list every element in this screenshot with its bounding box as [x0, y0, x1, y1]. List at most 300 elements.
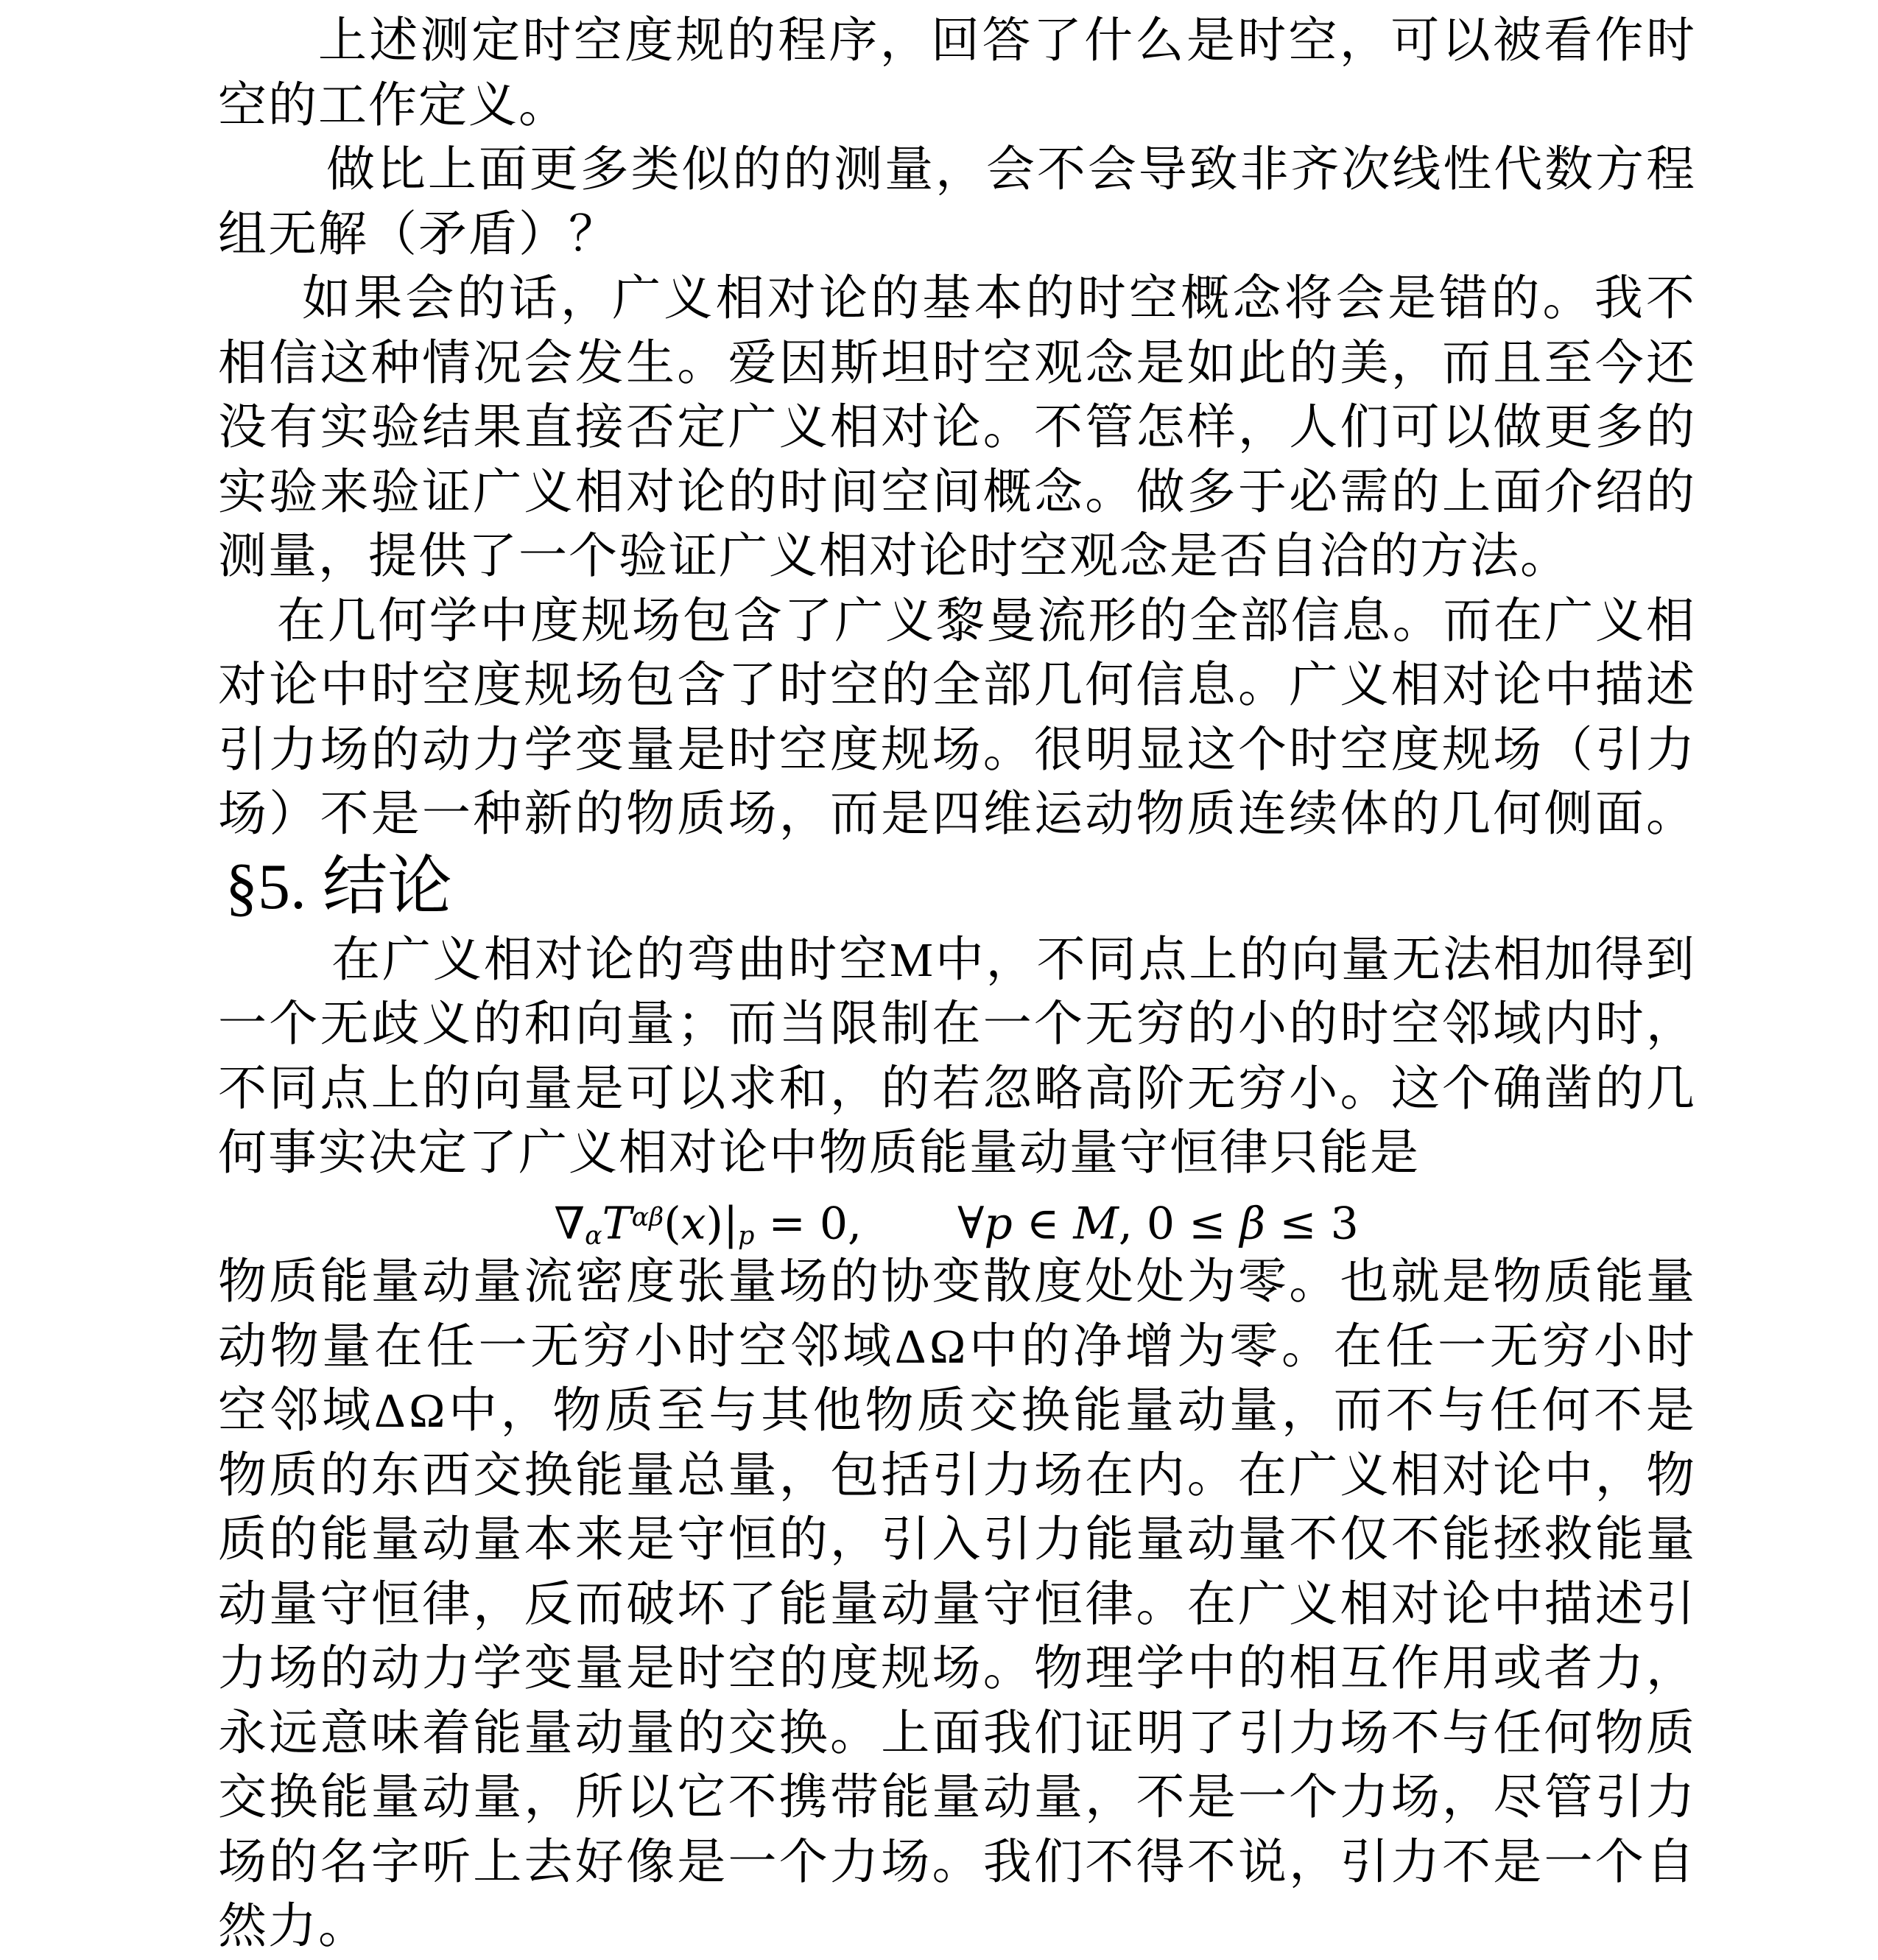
glyph: 广 [1544, 594, 1594, 648]
glyph: 连 [1238, 787, 1287, 841]
glyph: 的 [1289, 997, 1338, 1051]
glyph: 量 [524, 1706, 573, 1760]
glyph: 不 [1136, 1771, 1185, 1824]
glyph: 几 [1442, 787, 1491, 841]
glyph: 高 [1085, 1061, 1134, 1116]
glyph: 邻 [790, 1319, 840, 1374]
glyph: 。 [1085, 465, 1134, 519]
glyph: 场 [728, 787, 777, 841]
glyph: 场 [320, 723, 369, 777]
glyph: 时 [788, 932, 837, 987]
glyph: 。 [1340, 1061, 1389, 1116]
glyph: 。 [1186, 1448, 1236, 1503]
glyph: 能 [320, 1771, 369, 1824]
glyph: 。 [1238, 658, 1287, 712]
formula-part: αβ [631, 1202, 664, 1232]
glyph: 量 [626, 1706, 675, 1760]
glyph: 对 [218, 658, 267, 712]
glyph: 不 [1385, 1384, 1435, 1438]
glyph: 实 [218, 465, 267, 519]
glyph: 恒 [370, 1577, 420, 1631]
glyph: 交 [968, 1384, 1018, 1438]
glyph: 守 [982, 1577, 1032, 1631]
glyph: 况 [473, 336, 522, 390]
glyph: 穷 [1238, 1061, 1287, 1116]
text-line [218, 267, 1695, 331]
glyph: 四 [932, 787, 981, 841]
glyph: 场 [778, 1255, 828, 1309]
glyph: ， [524, 1771, 573, 1824]
glyph: 规 [675, 14, 725, 68]
glyph: 在 [1333, 1319, 1382, 1374]
glyph: 了 [728, 658, 777, 712]
glyph: 携 [778, 1771, 828, 1824]
glyph: 的 [1239, 932, 1289, 987]
glyph: 场 [1493, 723, 1542, 777]
glyph: 质 [1646, 1706, 1695, 1760]
glyph: 的 [1289, 336, 1338, 390]
glyph: 测 [420, 14, 469, 68]
glyph: 时 [1645, 1319, 1695, 1374]
glyph: 的 [1390, 465, 1440, 519]
glyph: 义 [664, 272, 713, 326]
glyph: 而 [1333, 1384, 1382, 1438]
glyph: 同 [1087, 932, 1136, 987]
glyph: 用 [1442, 1642, 1491, 1696]
text-line [218, 782, 1695, 847]
glyph: 密 [574, 1255, 624, 1309]
glyph: 这 [1186, 723, 1236, 777]
glyph: 显 [1136, 723, 1185, 777]
glyph: 必 [1289, 465, 1338, 519]
glyph: 来 [574, 1513, 624, 1567]
glyph: 面 [1594, 787, 1644, 841]
glyph: 如 [1186, 336, 1236, 390]
glyph: 不 [1036, 143, 1086, 197]
glyph: 以 [626, 1771, 675, 1824]
glyph: 个 [1594, 1835, 1644, 1889]
glyph: 什 [1084, 14, 1133, 68]
glyph: 场 [1034, 1448, 1083, 1503]
glyph: 名 [320, 1835, 369, 1889]
glyph: 广 [1238, 1577, 1287, 1631]
glyph: 守 [677, 1513, 726, 1567]
formula-part: x [680, 1197, 706, 1249]
glyph: 力 [982, 1448, 1032, 1503]
glyph: 是 [881, 787, 930, 841]
glyph: 物 [1136, 787, 1185, 841]
glyph: 量 [932, 1577, 981, 1631]
glyph: 绍 [1594, 465, 1644, 519]
glyph: 何 [1541, 1384, 1591, 1438]
glyph: 不 [218, 1061, 267, 1116]
glyph: 全 [932, 658, 981, 712]
glyph: 。 [982, 401, 1032, 454]
glyph: 多 [580, 143, 629, 197]
glyph: 作 [1594, 14, 1644, 68]
glyph: 得 [1594, 932, 1644, 987]
text-line: 空的工作定义。 [218, 78, 569, 133]
glyph: 答 [982, 14, 1031, 68]
glyph: 引 [881, 1513, 930, 1567]
glyph: 空 [422, 658, 471, 712]
text-line [218, 1315, 1695, 1380]
glyph: 加 [1544, 932, 1593, 987]
document-body [218, 9, 1695, 1959]
glyph: 本 [974, 272, 1023, 326]
glyph: 穷 [1541, 1319, 1591, 1374]
glyph: 述 [1594, 1577, 1644, 1631]
glyph: 次 [1341, 143, 1390, 197]
glyph: 度 [625, 14, 674, 68]
glyph: 能 [1442, 1513, 1491, 1567]
glyph: 和 [778, 1061, 828, 1116]
glyph: 字 [370, 1835, 420, 1889]
glyph: 不 [320, 787, 369, 841]
glyph: 引 [1594, 723, 1644, 777]
glyph: 义 [422, 997, 471, 1051]
glyph: 一 [1544, 1835, 1593, 1889]
glyph: 上 [881, 1706, 930, 1760]
glyph: 黎 [935, 594, 985, 648]
glyph: 了 [1186, 1706, 1236, 1760]
glyph: 息 [1341, 594, 1390, 648]
glyph: 的 [677, 1706, 726, 1760]
glyph: 物 [626, 787, 675, 841]
glyph: 法 [1442, 932, 1491, 987]
glyph: 能 [320, 1513, 369, 1567]
glyph: 相 [715, 272, 764, 326]
glyph: 证 [422, 465, 471, 519]
glyph: 么 [1135, 14, 1184, 68]
glyph: 而 [574, 1577, 624, 1631]
glyph: 至 [1544, 336, 1593, 390]
glyph: 以 [1442, 401, 1491, 454]
glyph: 量 [1136, 1513, 1185, 1567]
glyph: 种 [473, 787, 522, 841]
text-line [218, 460, 1695, 525]
glyph: 域 [322, 1384, 371, 1438]
formula-part: T [602, 1197, 632, 1249]
glyph: 空 [830, 658, 879, 712]
glyph: 概 [1181, 272, 1230, 326]
glyph: 任 [1493, 1706, 1542, 1760]
text-line [218, 1830, 1695, 1895]
glyph: 中 [479, 594, 529, 648]
glyph: 或 [1493, 1642, 1542, 1696]
glyph: 数 [1544, 143, 1594, 197]
conservation-equation [218, 1186, 1695, 1251]
glyph: 为 [1177, 1319, 1226, 1374]
glyph: 义 [778, 401, 828, 454]
glyph: 信 [269, 336, 318, 390]
glyph: 生 [626, 336, 675, 390]
glyph: 的 [422, 1061, 471, 1116]
glyph: 场 [932, 723, 981, 777]
glyph: 上 [318, 14, 367, 68]
glyph: 在 [1085, 1448, 1134, 1503]
glyph: 变 [574, 723, 624, 777]
glyph: 信 [1136, 658, 1185, 712]
glyph: 个 [269, 997, 318, 1051]
glyph: 量 [473, 1513, 522, 1567]
glyph: 序 [829, 14, 878, 68]
glyph: 量 [626, 1448, 675, 1503]
glyph: 量 [370, 1513, 420, 1567]
glyph: 量 [1238, 1513, 1287, 1567]
glyph: 物 [552, 1384, 602, 1438]
glyph: ； [677, 997, 726, 1051]
glyph: 换 [778, 1706, 828, 1760]
text-line [218, 928, 1695, 993]
glyph: 广 [473, 465, 522, 519]
text-line [218, 718, 1695, 783]
glyph: 他 [812, 1384, 862, 1438]
glyph: 能 [473, 1706, 522, 1760]
glyph: 论 [585, 932, 634, 987]
glyph: 破 [626, 1577, 675, 1631]
glyph: 总 [677, 1448, 726, 1503]
glyph: 的 [320, 1642, 369, 1696]
glyph: 义 [1594, 594, 1644, 648]
glyph: 。 [677, 336, 726, 390]
glyph: 的 [881, 658, 930, 712]
glyph: 今 [1594, 336, 1644, 390]
glyph: 是 [1387, 272, 1436, 326]
glyph: 相 [1340, 1577, 1389, 1631]
glyph: 。 [1542, 272, 1592, 326]
glyph: 的 [778, 1513, 828, 1567]
glyph: 的 [1646, 401, 1695, 454]
glyph: 域 [843, 1319, 892, 1374]
glyph: 息 [1186, 658, 1236, 712]
glyph: 类 [630, 143, 680, 197]
glyph: Δ [894, 1319, 926, 1374]
glyph: 力 [1646, 1771, 1695, 1824]
glyph: 物 [1034, 1642, 1083, 1696]
glyph: 接 [574, 401, 624, 454]
glyph: 在 [1186, 1577, 1236, 1631]
glyph: 而 [830, 787, 879, 841]
glyph: 量 [1646, 1255, 1695, 1309]
glyph: 力 [1340, 1771, 1389, 1824]
text-line: 然力。 [218, 1900, 368, 1953]
glyph: 会 [1335, 272, 1385, 326]
glyph: 动 [218, 1319, 267, 1374]
text-line [218, 653, 1695, 718]
glyph: 以 [1441, 14, 1491, 68]
glyph: 动 [1186, 1513, 1236, 1567]
glyph: 包 [626, 658, 675, 712]
glyph: ， [1594, 1448, 1644, 1503]
glyph: 不 [1289, 1513, 1338, 1567]
glyph: 交 [728, 1706, 777, 1760]
glyph: 会 [405, 272, 454, 326]
glyph: 怎 [1136, 401, 1185, 454]
formula-part: α [585, 1220, 602, 1251]
glyph: 点 [1138, 932, 1187, 987]
glyph: 邻 [1442, 997, 1491, 1051]
glyph: 救 [1544, 1513, 1593, 1567]
glyph: 不 [728, 1771, 777, 1824]
glyph: 几 [1646, 1061, 1695, 1116]
glyph: 变 [932, 1255, 981, 1309]
glyph: 入 [932, 1513, 981, 1567]
formula-part: M [1073, 1197, 1119, 1249]
glyph: 无 [1392, 932, 1441, 987]
glyph: 无 [1085, 997, 1134, 1051]
glyph: 远 [269, 1706, 318, 1760]
text-line [218, 1444, 1695, 1508]
glyph: ， [500, 1384, 549, 1438]
glyph: ， [1281, 1384, 1330, 1438]
glyph: 阶 [1136, 1061, 1185, 1116]
glyph: 回 [931, 14, 980, 68]
formula-part: p [738, 1220, 755, 1251]
glyph: 时 [1237, 14, 1287, 68]
glyph: 量 [932, 1771, 981, 1824]
glyph: 同 [269, 1061, 318, 1116]
glyph: 在 [932, 997, 981, 1051]
glyph: 量 [524, 1061, 573, 1116]
glyph: 可 [626, 1061, 675, 1116]
glyph: 意 [320, 1706, 369, 1760]
glyph: 零 [1229, 1319, 1279, 1374]
glyph: 变 [524, 1642, 573, 1696]
glyph: 的 [1139, 594, 1188, 648]
glyph: 引 [1646, 1577, 1695, 1631]
glyph: 义 [432, 932, 482, 987]
glyph: 如 [302, 272, 351, 326]
glyph: 样 [1186, 401, 1236, 454]
glyph: 论 [1493, 658, 1542, 712]
para-1 [218, 9, 1695, 138]
para-3 [218, 267, 1695, 589]
glyph: 无 [530, 1319, 580, 1374]
glyph: 质 [218, 1513, 267, 1567]
formula-part: )| [706, 1197, 739, 1249]
glyph: 制 [881, 997, 930, 1051]
para-5 [218, 928, 1695, 1186]
glyph: 小 [634, 1319, 683, 1374]
glyph: 做 [326, 143, 375, 197]
glyph: 能 [1594, 1255, 1644, 1309]
glyph: 力 [218, 1642, 267, 1696]
glyph: 互 [1340, 1642, 1389, 1696]
glyph: 像 [626, 1835, 675, 1889]
glyph: 至 [656, 1384, 706, 1438]
glyph: 线 [1392, 143, 1441, 197]
glyph: 物 [1493, 1255, 1542, 1309]
glyph: 换 [1021, 1384, 1070, 1438]
glyph: 程 [778, 14, 827, 68]
glyph: 对 [534, 932, 583, 987]
glyph: 空 [738, 1319, 787, 1374]
glyph: 学 [429, 594, 478, 648]
glyph: 量 [626, 997, 675, 1051]
glyph: 向 [574, 997, 624, 1051]
glyph: 描 [1544, 1577, 1593, 1631]
glyph: 描 [1594, 658, 1644, 712]
glyph: 自 [1646, 1835, 1695, 1889]
glyph: 听 [422, 1835, 471, 1889]
glyph: 坦 [881, 336, 930, 390]
glyph: 量 [1125, 1384, 1174, 1438]
glyph: 我 [982, 1706, 1032, 1760]
text-line [218, 1250, 1695, 1315]
glyph: 相 [1390, 1448, 1440, 1503]
glyph: 。 [1646, 787, 1695, 841]
glyph: 相 [1289, 1642, 1338, 1696]
glyph: 量 [269, 1577, 318, 1631]
glyph: 场 [1390, 1771, 1440, 1824]
glyph: 空 [728, 1642, 777, 1696]
glyph: 量 [728, 1448, 777, 1503]
glyph: （ [1544, 723, 1593, 777]
glyph: 的 [1491, 272, 1540, 326]
glyph: 是 [1186, 1771, 1236, 1824]
glyph: 张 [677, 1255, 726, 1309]
glyph: 我 [982, 1835, 1032, 1889]
glyph: 广 [834, 594, 884, 648]
glyph: 域 [1493, 997, 1542, 1051]
glyph: 场 [932, 1642, 981, 1696]
glyph: 们 [1340, 401, 1389, 454]
glyph: 无 [1186, 1061, 1236, 1116]
glyph: 的 [473, 997, 522, 1051]
glyph: 处 [1085, 1255, 1134, 1309]
glyph: 广 [1289, 658, 1338, 712]
glyph: 广 [728, 401, 777, 454]
glyph: 交 [473, 1448, 522, 1503]
glyph: 情 [422, 336, 471, 390]
glyph: 而 [728, 997, 777, 1051]
glyph: 律 [422, 1577, 471, 1631]
glyph: 的 [269, 1513, 318, 1567]
glyph: 中 [968, 1319, 1018, 1374]
glyph: 穷 [1136, 997, 1185, 1051]
glyph: 学 [473, 1642, 522, 1696]
glyph: 直 [524, 401, 573, 454]
glyph: 动 [1085, 787, 1134, 841]
glyph: 内 [1544, 997, 1593, 1051]
glyph: 对 [1442, 1448, 1491, 1503]
glyph: 确 [1493, 1061, 1542, 1116]
glyph: 时 [1594, 997, 1644, 1051]
glyph: 新 [524, 787, 573, 841]
glyph: 质 [269, 1255, 318, 1309]
glyph: 。 [1136, 1577, 1185, 1631]
glyph: 量 [728, 1255, 777, 1309]
text-line [218, 9, 1695, 74]
glyph: 空 [218, 1384, 267, 1438]
glyph: 几 [327, 594, 376, 648]
glyph: 限 [830, 997, 879, 1051]
text-line [218, 331, 1695, 396]
para-6 [218, 1250, 1695, 1959]
glyph: 量 [473, 1771, 522, 1824]
glyph: 物 [218, 1255, 267, 1309]
glyph: 而 [1442, 336, 1491, 390]
glyph: 我 [1594, 272, 1643, 326]
glyph: 换 [269, 1771, 318, 1824]
glyph: 不 [1390, 1706, 1440, 1760]
glyph: 力 [422, 1642, 471, 1696]
formula-part: ∀ [957, 1197, 985, 1249]
glyph: 多 [1594, 401, 1644, 454]
glyph: 一 [1438, 1319, 1487, 1374]
glyph: 不 [1594, 1384, 1643, 1438]
